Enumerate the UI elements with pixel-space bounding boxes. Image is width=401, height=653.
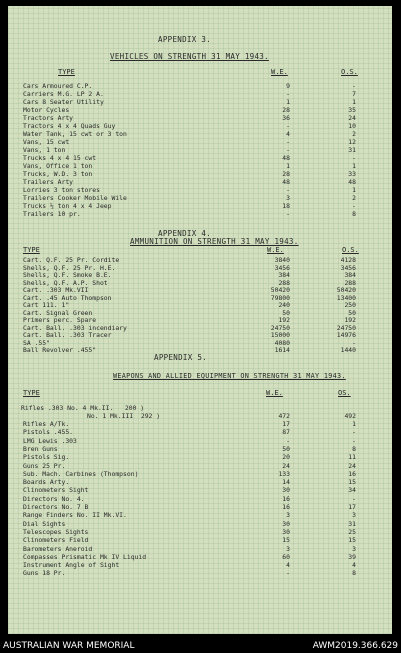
row-we: 384 <box>278 271 290 279</box>
row-type: Instrument Angle of Sight <box>23 561 120 570</box>
row-type: Dial Sights <box>23 519 66 528</box>
row-os: - <box>352 338 356 347</box>
row-type: Tractors Arty <box>23 114 74 122</box>
table-row <box>8 445 392 453</box>
row-os: 15 <box>348 536 356 545</box>
row-type: LMG Lewis .303 <box>23 436 77 445</box>
row-we: 36 <box>282 114 290 122</box>
row-we: 3 <box>286 194 290 202</box>
row-type: Lorries 3 ton stores <box>23 186 100 194</box>
row-type: Telescopes Sights <box>23 527 89 536</box>
row-os: - <box>352 202 356 210</box>
table-row <box>8 511 392 519</box>
row-type: Cart. .303 Mk.VII <box>23 286 89 294</box>
appendix-5-col-type: TYPE <box>23 389 40 397</box>
row-os: 2 <box>352 194 356 202</box>
row-os: 12 <box>348 138 356 146</box>
row-os: 2 <box>352 130 356 138</box>
row-type: Cars 8 Seater Utility <box>23 98 104 106</box>
row-type: Trucks 4 x 4 15 cwt <box>23 154 97 162</box>
row-os: 39 <box>348 552 356 561</box>
document-page <box>8 6 392 634</box>
row-os: 1 <box>352 186 356 194</box>
row-type: Trailers 10 pr. <box>23 210 81 218</box>
appendix-4-title: APPENDIX 4. <box>158 229 211 238</box>
row-we: 4080 <box>274 338 290 347</box>
row-os: 25 <box>348 527 356 536</box>
row-type: Cart. Signal Green <box>23 308 93 317</box>
appendix-5-subtitle: WEAPONS AND ALLIED EQUIPMENT ON STRENGTH 31 MAY 1943. <box>113 372 346 380</box>
row-type: Rifles A/Tk. <box>23 420 70 428</box>
row-type: Vans, 1 ton <box>23 146 66 154</box>
row-we: 192 <box>278 316 290 324</box>
row-type: Clinometers Field <box>23 536 89 545</box>
row-os: - <box>352 154 356 162</box>
row-type: Tractors 4 x 4 Quads Guy <box>23 122 116 130</box>
row-we: - <box>286 138 290 146</box>
row-we: 50 <box>282 308 290 317</box>
appendix-5-col-we: W.E. <box>266 389 283 397</box>
table-row <box>8 178 392 186</box>
table-row <box>8 486 392 494</box>
appendix-3-col-we: W.E. <box>271 68 288 76</box>
row-type: Compasses Prismatic Mk IV Liquid <box>23 552 147 561</box>
row-os: 13400 <box>336 293 356 302</box>
appendix-4-col-os: O.S. <box>342 246 359 254</box>
row-we: 30 <box>282 527 290 536</box>
row-type: Cart. Ball. .303 Tracer <box>23 331 112 339</box>
row-os: 1 <box>352 162 356 170</box>
row-we: 16 <box>282 494 290 503</box>
appendix-5-title: APPENDIX 5. <box>154 353 207 362</box>
row-we: 48 <box>282 154 290 162</box>
table-row <box>8 162 392 170</box>
appendix-4-col-we: W.E. <box>267 246 284 254</box>
row-os: 14976 <box>336 331 356 339</box>
row-os: - <box>352 82 356 90</box>
row-os: 4 <box>352 561 356 570</box>
table-row <box>8 428 392 436</box>
row-type: Pistols .455. <box>23 428 74 437</box>
row-type: Barometers Aneroid <box>23 544 93 553</box>
row-os: 7 <box>352 90 356 98</box>
row-type: Sub. Mach. Carbines (Thompson) <box>23 469 139 478</box>
table-row <box>8 186 392 194</box>
row-os: - <box>352 428 356 437</box>
table-row <box>8 437 392 445</box>
row-we: 4 <box>286 130 290 138</box>
row-os: 33 <box>348 170 356 178</box>
row-os: 34 <box>348 486 356 495</box>
row-type: Trailers Arty <box>23 178 74 186</box>
row-type: Trucks, W.D. 3 ton <box>23 170 93 178</box>
row-we: 1614 <box>274 346 290 354</box>
row-we: 17 <box>282 420 290 428</box>
table-row <box>8 202 392 210</box>
rifles-line-1: Rifles .303 No. 4 Mk.II. 200 ) <box>21 404 145 412</box>
table-row <box>8 520 392 528</box>
row-os: 4128 <box>340 256 356 264</box>
row-we: 30 <box>282 486 290 495</box>
table-row <box>8 453 392 461</box>
row-type: Clinometers Sight <box>23 486 89 495</box>
appendix-4-subtitle: AMMUNITION ON STRENGTH 31 MAY 1943. <box>130 237 299 246</box>
row-type: Motor Cycles <box>23 106 70 114</box>
table-row <box>8 114 392 122</box>
appendix-4-col-type: TYPE <box>23 246 40 254</box>
row-type: Shells, Q.F. 25 Pr. H.E. <box>23 263 116 272</box>
row-os: - <box>352 436 356 445</box>
row-we: 24750 <box>270 323 290 332</box>
row-we: 288 <box>278 278 290 287</box>
row-we: 14 <box>282 478 290 487</box>
row-os: 16 <box>348 469 356 478</box>
row-we: 28 <box>282 106 290 114</box>
row-os: 24 <box>348 461 356 470</box>
row-type: SA .55" <box>23 338 50 347</box>
row-we: 60 <box>282 552 290 561</box>
rifles-os: 492 <box>344 412 356 420</box>
row-we: - <box>286 146 290 154</box>
row-we: 50420 <box>270 286 290 294</box>
row-type: Guns 18 Pr. <box>23 569 66 578</box>
table-row <box>8 536 392 544</box>
row-os: 24 <box>348 114 356 122</box>
row-we: 24 <box>282 461 290 470</box>
rifles-row-2 <box>8 412 392 420</box>
row-type: Boards Arty. <box>23 478 70 487</box>
table-row <box>8 138 392 146</box>
appendix-3-subtitle: VEHICLES ON STRENGTH 31 MAY 1943. <box>110 52 269 61</box>
row-os: 35 <box>348 106 356 114</box>
row-os: 3 <box>352 511 356 520</box>
row-os: 192 <box>344 316 356 324</box>
row-os: 384 <box>344 271 356 279</box>
row-we: 18 <box>282 202 290 210</box>
table-row <box>8 170 392 178</box>
row-os: 50 <box>348 308 356 317</box>
row-type: Pistols Sig. <box>23 453 70 462</box>
row-os: 8 <box>352 569 356 578</box>
row-type: Shells, Q.F. A.P. Shot <box>23 278 108 287</box>
row-type: Guns 25 Pr. <box>23 461 66 470</box>
row-we: 3 <box>286 544 290 553</box>
row-os: 250 <box>344 301 356 309</box>
row-we: 133 <box>278 469 290 478</box>
row-type: Cart 111. 1" <box>23 301 70 309</box>
row-we: 20 <box>282 453 290 462</box>
table-row <box>8 495 392 503</box>
row-os: 1440 <box>340 346 356 354</box>
row-type: Trailers Cooker Mobile Wile <box>23 194 127 202</box>
row-os: 1 <box>352 98 356 106</box>
footer-institution: AUSTRALIAN WAR MEMORIAL <box>3 641 135 651</box>
row-we: 30 <box>282 519 290 528</box>
table-row <box>8 106 392 114</box>
row-os: 48 <box>348 178 356 186</box>
appendix-3-col-os: O.S. <box>341 68 358 76</box>
row-type: Cart. .45 Auto Thompson <box>23 293 112 302</box>
row-os: 24750 <box>336 323 356 332</box>
row-we: 3840 <box>274 256 290 264</box>
row-type: Ball Revolver .455" <box>23 346 97 354</box>
row-type: Cart. Ball. .303 incendiary <box>23 323 127 332</box>
row-os: 288 <box>344 278 356 287</box>
row-we: 1 <box>286 162 290 170</box>
row-type: Directors No. 4. <box>23 494 85 503</box>
row-type: Carriers M.G. LP 2 A. <box>23 90 104 98</box>
table-row <box>8 130 392 138</box>
row-type: Directors No. 7 B <box>23 503 89 511</box>
row-type: Vans, 15 cwt <box>23 138 70 146</box>
rifles-line-2: No. 1 Mk.III 292 ) <box>87 412 161 420</box>
row-os: 1 <box>352 420 356 428</box>
table-row <box>8 82 392 90</box>
table-row <box>8 210 392 218</box>
table-row <box>8 122 392 130</box>
rifles-we: 472 <box>278 412 290 420</box>
row-we: 48 <box>282 178 290 186</box>
row-we: - <box>286 436 290 445</box>
row-we: 3456 <box>274 263 290 272</box>
row-we: 9 <box>286 82 290 90</box>
row-we: 28 <box>282 170 290 178</box>
row-we: 79800 <box>270 293 290 302</box>
row-we: 16 <box>282 503 290 511</box>
table-row <box>8 462 392 470</box>
row-we: 50 <box>282 444 290 453</box>
table-row <box>8 569 392 577</box>
table-row <box>8 528 392 536</box>
row-os: 8 <box>352 210 356 218</box>
row-os: 3456 <box>340 263 356 272</box>
row-we: - <box>286 569 290 578</box>
row-we: - <box>286 122 290 130</box>
footer-accession-number: AWM2019.366.629 <box>312 641 398 651</box>
row-we: 15 <box>282 536 290 545</box>
table-row <box>8 545 392 553</box>
row-we: - <box>286 210 290 218</box>
row-os: 11 <box>348 453 356 462</box>
row-os: - <box>352 494 356 503</box>
row-type: Bren Guns <box>23 444 58 453</box>
row-os: 17 <box>348 503 356 511</box>
row-type: Trucks ½ ton 4 x 4 Jeep <box>23 202 112 210</box>
table-row <box>8 503 392 511</box>
table-row <box>8 154 392 162</box>
row-type: Shells, Q.F. Smoke B.E. <box>23 271 112 279</box>
row-we: 3 <box>286 511 290 520</box>
row-we: - <box>286 90 290 98</box>
row-type: Primers perc. Spare <box>23 316 97 324</box>
row-we: 1 <box>286 98 290 106</box>
row-os: 10 <box>348 122 356 130</box>
table-row <box>8 478 392 486</box>
row-we: 15000 <box>270 331 290 339</box>
row-type: Cars Armoured C.P. <box>23 82 93 90</box>
row-type: Cart. Q.F. 25 Pr. Cordite <box>23 256 120 264</box>
table-row <box>8 146 392 154</box>
table-row <box>8 194 392 202</box>
row-type: Water Tank, 15 cwt or 3 ton <box>23 130 127 138</box>
row-os: 31 <box>348 146 356 154</box>
table-row <box>8 98 392 106</box>
row-type: Range Finders No. II Mk.VI. <box>23 511 127 520</box>
row-we: 4 <box>286 561 290 570</box>
rifles-row-1 <box>8 404 392 412</box>
row-os: 31 <box>348 519 356 528</box>
appendix-5-col-os: OS. <box>338 389 351 397</box>
row-we: 87 <box>282 428 290 437</box>
table-row <box>8 561 392 569</box>
table-row <box>8 90 392 98</box>
row-os: 50420 <box>336 286 356 294</box>
row-os: 8 <box>352 444 356 453</box>
row-type: Vans, Office 1 ton <box>23 162 93 170</box>
table-row <box>8 420 392 428</box>
row-we: - <box>286 186 290 194</box>
row-we: 240 <box>278 301 290 309</box>
table-row <box>8 470 392 478</box>
row-os: 15 <box>348 478 356 487</box>
row-os: 3 <box>352 544 356 553</box>
table-row <box>8 553 392 561</box>
appendix-3-title: APPENDIX 3. <box>158 35 211 44</box>
appendix-3-col-type: TYPE <box>58 68 75 76</box>
